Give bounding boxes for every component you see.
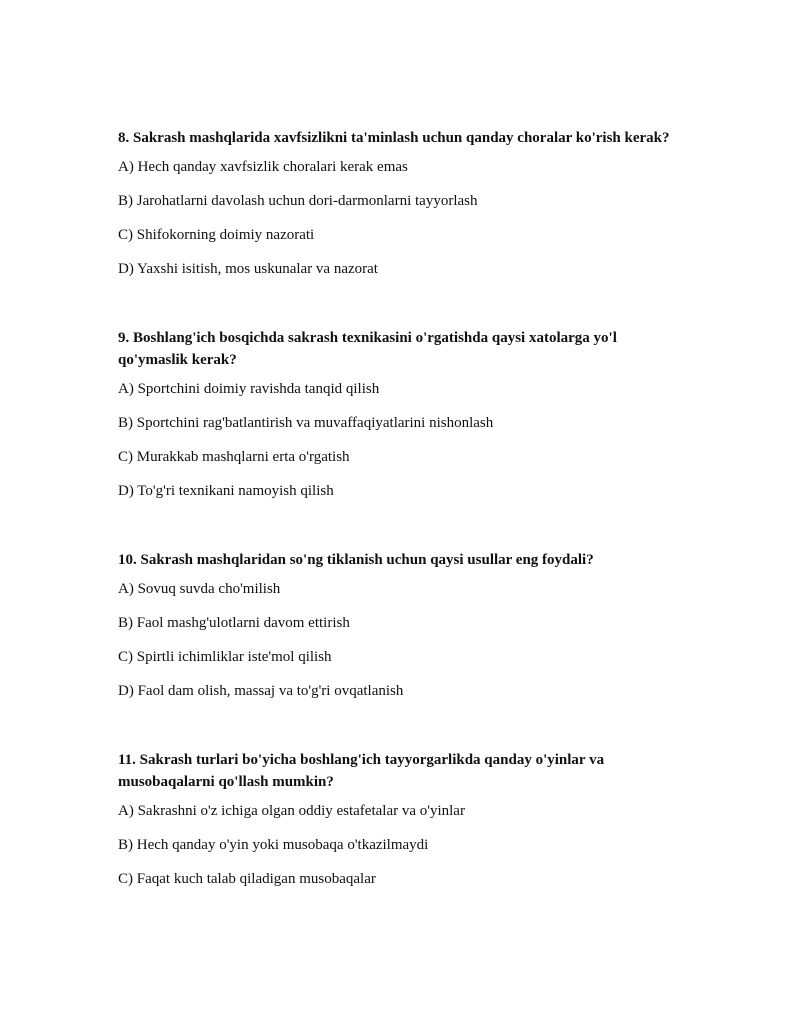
section-gap — [118, 515, 678, 549]
question-title: 9. Boshlang'ich bosqichda sakrash texnikasini o'rgatishda qaysi xatolarga yo'l qo'ymaslik kerak? — [118, 330, 617, 368]
answer-option-d: D) Yaxshi isitish, mos uskunalar va nazorat — [118, 261, 378, 277]
answer-option-a: A) Hech qanday xavfsizlik choralari kerak emas — [118, 159, 408, 175]
question-9 — [118, 327, 678, 501]
answer-option-c: C) Shifokorning doimiy nazorati — [118, 227, 315, 243]
answer-option-c: C) Spirtli ichimliklar iste'mol qilish — [118, 649, 332, 665]
question-title: 8. Sakrash mashqlarida xavfsizlikni ta'minlash uchun qanday choralar ko'rish kerak? — [118, 130, 670, 146]
question-8 — [118, 127, 678, 279]
answer-option-c: C) Faqat kuch talab qiladigan musobaqalar — [118, 871, 376, 887]
answer-option-a: A) Sakrashni o'z ichiga olgan oddiy estafetalar va o'yinlar — [118, 803, 465, 819]
question-10 — [118, 549, 678, 701]
answer-option-a: A) Sportchini doimiy ravishda tanqid qilish — [118, 381, 380, 397]
section-gap — [118, 293, 678, 327]
answer-option-b: B) Sportchini rag'batlantirish va muvaffaqiyatlarini nishonlash — [118, 415, 494, 431]
answer-option-b: B) Hech qanday o'yin yoki musobaqa o'tkazilmaydi — [118, 837, 429, 853]
answer-option-b: B) Jarohatlarni davolash uchun dori-darmonlarni tayyorlash — [118, 193, 478, 209]
section-gap — [118, 715, 678, 749]
answer-option-a: A) Sovuq suvda cho'milish — [118, 581, 281, 597]
answer-option-d: D) To'g'ri texnikani namoyish qilish — [118, 483, 334, 499]
question-11 — [118, 749, 678, 889]
answer-option-d: D) Faol dam olish, massaj va to'g'ri ovqatlanish — [118, 683, 404, 699]
answer-option-b: B) Faol mashg'ulotlarni davom ettirish — [118, 615, 350, 631]
answer-option-c: C) Murakkab mashqlarni erta o'rgatish — [118, 449, 350, 465]
question-title: 11. Sakrash turlari bo'yicha boshlang'ich tayyorgarlikda qanday o'yinlar va musobaqalarni qo'llash mumkin? — [118, 752, 605, 790]
quiz-content — [118, 127, 678, 903]
question-title: 10. Sakrash mashqlaridan so'ng tiklanish uchun qaysi usullar eng foydali? — [118, 552, 594, 568]
